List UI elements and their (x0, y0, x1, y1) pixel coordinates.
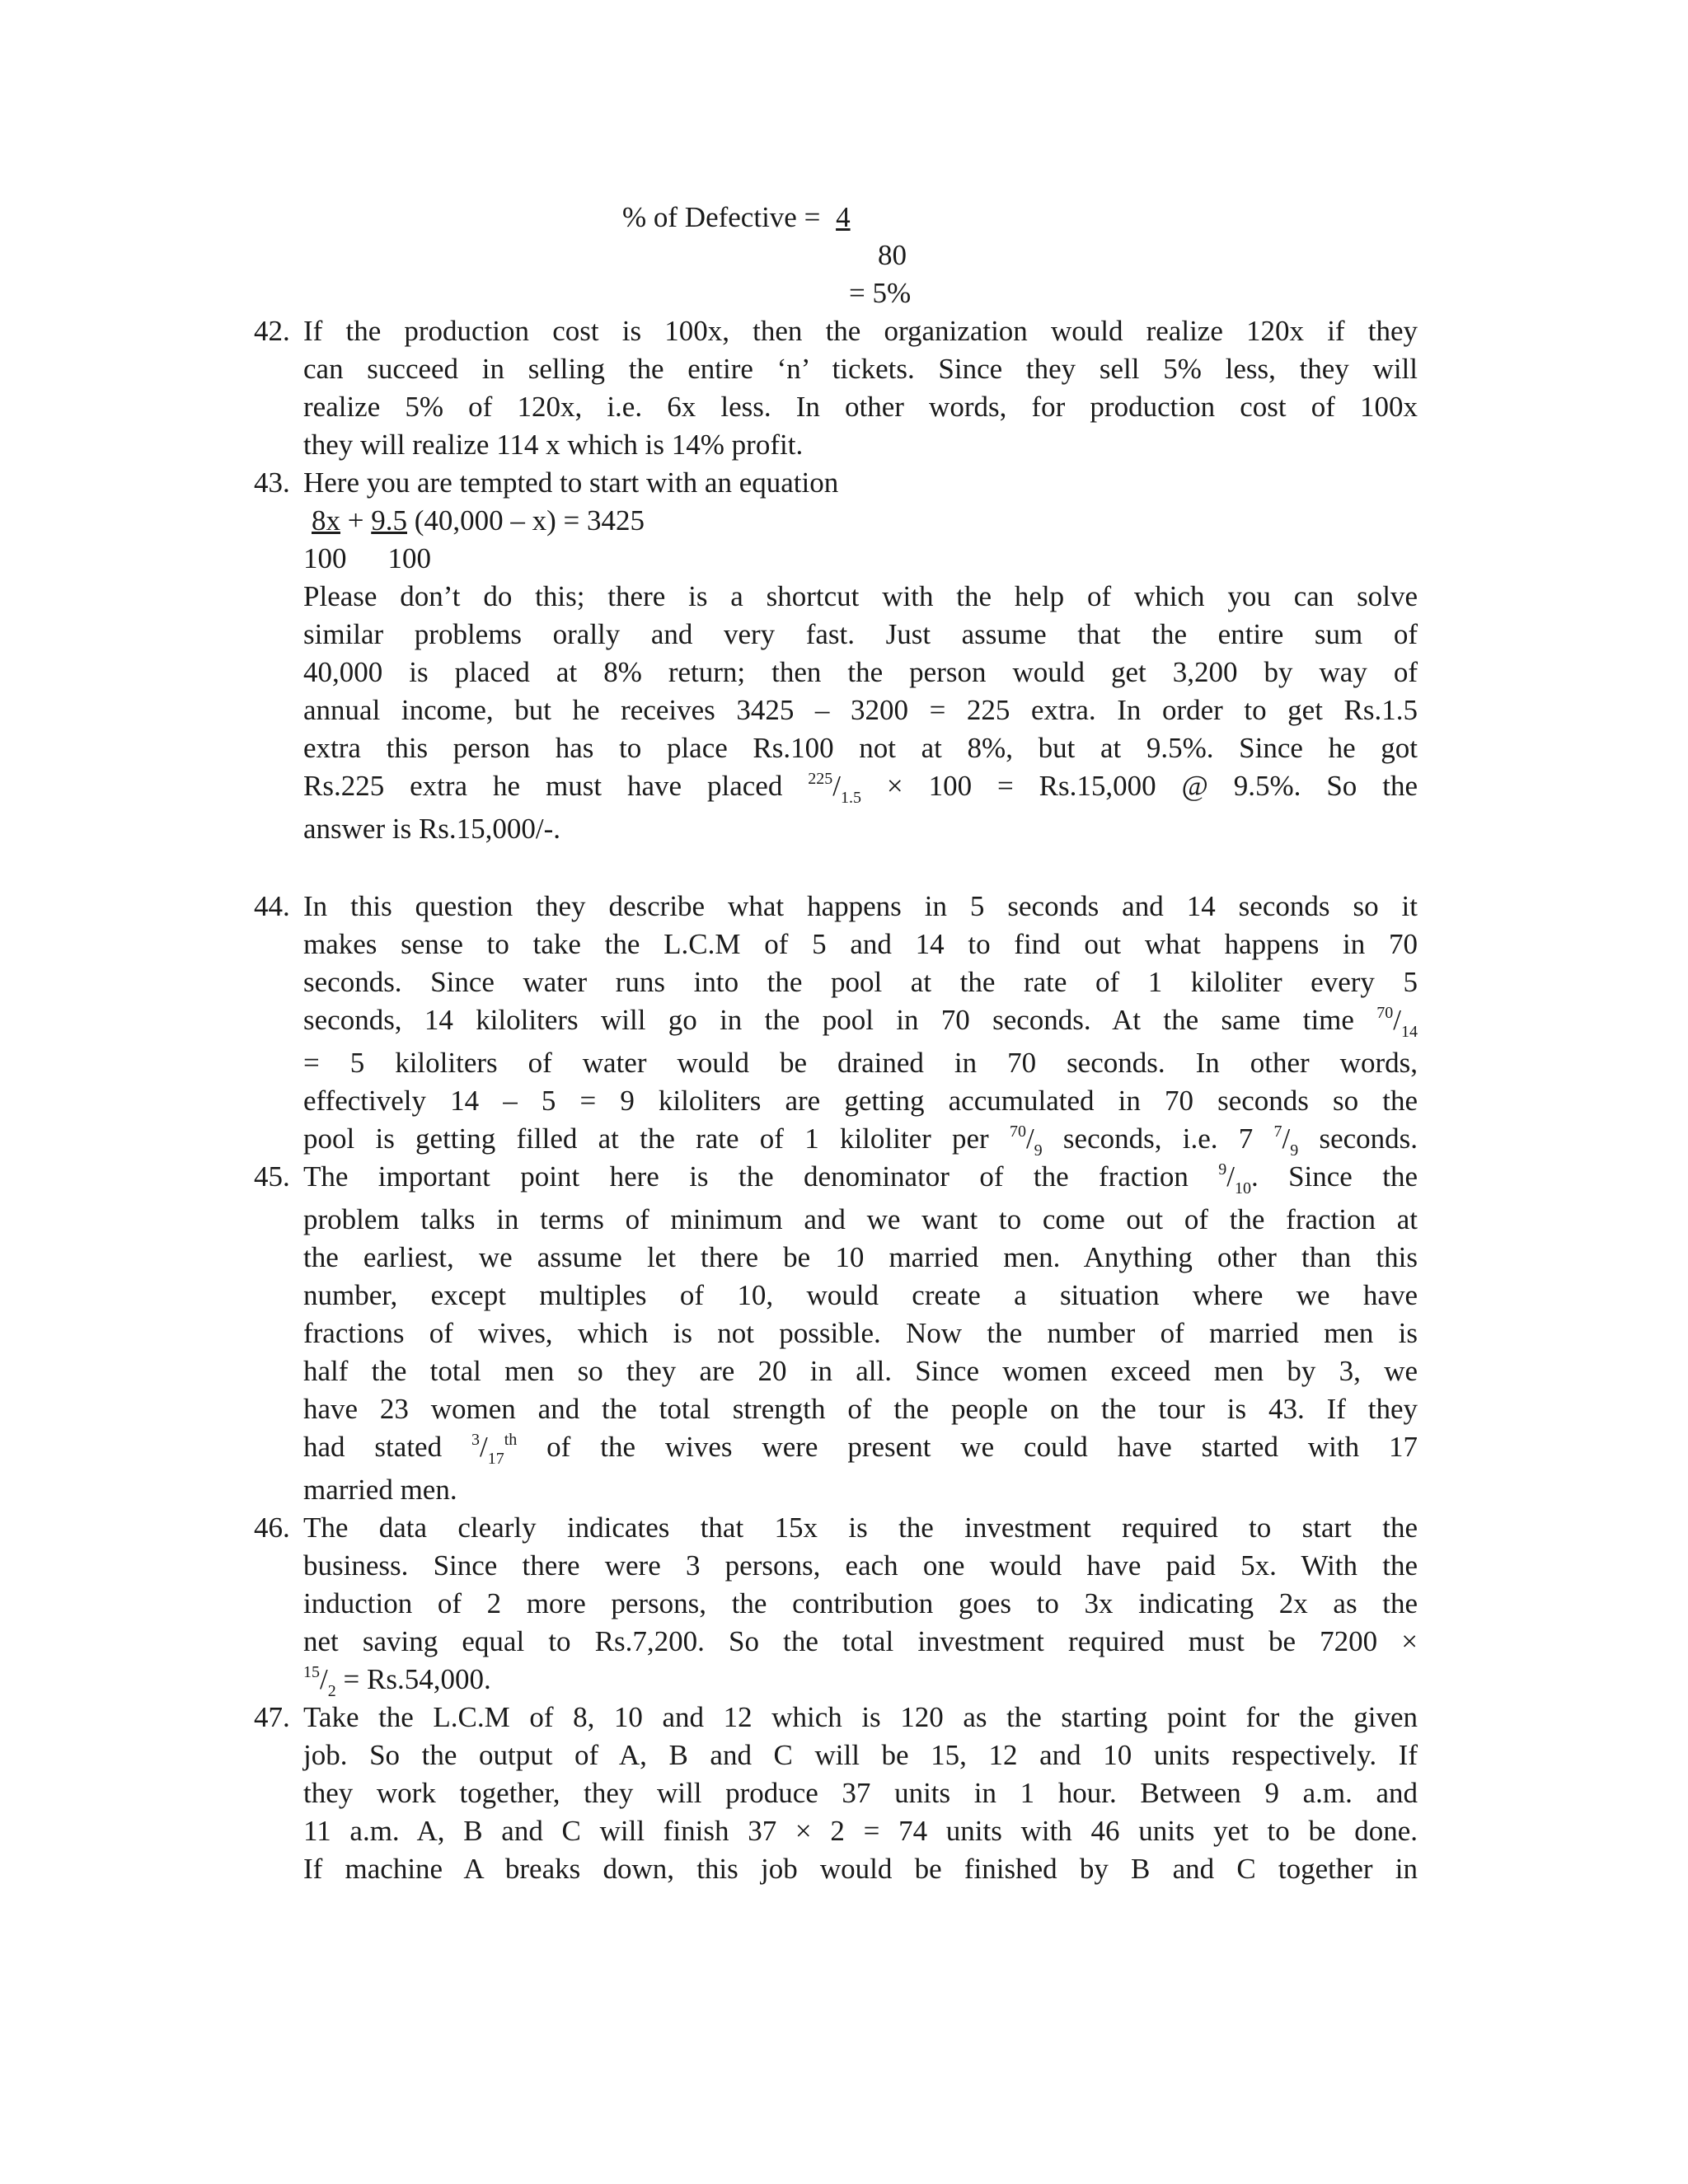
defective-numerator: 4 (836, 201, 851, 233)
q42-number: 42. (254, 315, 290, 347)
q45-fraction-numerator-2: 3 (471, 1431, 480, 1449)
q44-line-7-mid: seconds, i.e. 7 (1042, 1122, 1274, 1155)
q43-fraction-numerator: 225 (808, 770, 833, 788)
q45-fraction-numerator: 9 (1218, 1160, 1227, 1179)
q43-eq-plus: + (340, 504, 372, 537)
q43-den-a: 100 (303, 542, 347, 574)
defective-denominator: 80 (878, 239, 907, 271)
q46-line-3: induction of 2 more persons, the contribution goes to 3x indicating 2x as the (303, 1587, 1418, 1619)
q44-fraction-2-denominator: 9 (1034, 1141, 1043, 1160)
q44-number: 44. (254, 890, 290, 922)
q45-ordinal-suffix: th (504, 1431, 518, 1449)
q43-equation (244, 501, 645, 541)
q45-number: 45. (254, 1160, 290, 1193)
q42-line-1: If the production cost is 100x, then the organization would realize 120x if they (303, 315, 1418, 347)
q43-line-2: Please don’t do this; there is a shortcut with the help of which you can solve (303, 580, 1418, 612)
q43-line-3: similar problems orally and very fast. Just assume that the entire sum of (303, 618, 1418, 650)
q44-line-4-text: seconds, 14 kiloliters will go in the pool in 70 seconds. At the same time (303, 1004, 1377, 1036)
q43-line-5: annual income, but he receives 3425 – 3200 = 225 extra. In order to get Rs.1.5 (303, 694, 1418, 726)
q42-line-3: realize 5% of 120x, i.e. 6x less. In other words, for production cost of 100x (303, 391, 1418, 423)
q44-fraction-3-numerator: 7 (1273, 1122, 1282, 1141)
q43-eq-term-a: 8x (312, 504, 340, 537)
q45-line-8-text: had stated (303, 1431, 471, 1463)
q44-line-7-text: pool is getting filled at the rate of 1 kiloliter per (303, 1122, 1010, 1155)
q45-line-4: number, except multiples of 10, would create a situation where we have (303, 1279, 1418, 1311)
q43-line-7-text: Rs.225 extra he must have placed (303, 770, 809, 802)
q47-line-5: If machine A breaks down, this job would be finished by B and C together in (303, 1853, 1418, 1885)
q46-number: 46. (254, 1511, 290, 1544)
q44-line-2: makes sense to take the L.C.M of 5 and 14 to find out what happens in 70 (303, 928, 1418, 960)
q47-number: 47. (254, 1701, 290, 1733)
q44-line-6: effectively 14 – 5 = 9 kiloliters are getting accumulated in 70 seconds so the (303, 1085, 1418, 1117)
q45-line-2: problem talks in terms of minimum and we want to come out of the fraction at (303, 1203, 1418, 1235)
q46-line-2: business. Since there were 3 persons, each one would have paid 5x. With the (303, 1549, 1418, 1582)
defective-label: % of Defective = (622, 201, 828, 233)
q45-fraction-denominator-2: 17 (487, 1450, 504, 1468)
q44-line-1: In this question they describe what happens in 5 seconds and 14 seconds so it (303, 890, 1418, 922)
q44-line-7-end: seconds. (1298, 1122, 1418, 1155)
q45-line-9: married men. (303, 1474, 457, 1506)
q46-line-1: The data clearly indicates that 15x is the investment required to start the (303, 1511, 1418, 1544)
q43-line-6: extra this person has to place Rs.100 not at 8%, but at 9.5%. Since he got (303, 732, 1418, 764)
q47-line-1: Take the L.C.M of 8, 10 and 12 which is 120 as the starting point for the given (303, 1701, 1418, 1733)
q46-line-4: net saving equal to Rs.7,200. So the total investment required must be 7200 × (303, 1625, 1418, 1657)
q44-fraction-denominator: 14 (1401, 1023, 1418, 1041)
q44-line-3: seconds. Since water runs into the pool at the rate of 1 kiloliter every 5 (303, 966, 1418, 998)
q44-line-4: seconds, 14 kiloliters will go in the pool in 70 seconds. At the same time $^{70}/_{14}$ (303, 1004, 1418, 1041)
q43-eq-term-b: 9.5 (371, 504, 407, 537)
q46-fraction-denominator: 2 (327, 1682, 336, 1700)
q45-line-8-rest: of the wives were present we could have started with 17 (517, 1431, 1418, 1463)
q45-line-1: The important point here is the denominator of the fraction $^9/_{10}$. Since the (303, 1160, 1418, 1197)
q42-line-4: they will realize 114 x which is 14% profit. (303, 429, 804, 461)
q46-fraction-numerator: 15 (303, 1663, 320, 1681)
q47-line-2: job. So the output of A, B and C will be 15, 12 and 10 units respectively. If (303, 1739, 1418, 1771)
defective-result: = 5% (849, 277, 912, 309)
q45-line-7: have 23 women and the total strength of the people on the tour is 43. If they (303, 1393, 1418, 1425)
q43-fraction-denominator: 1.5 (840, 789, 861, 807)
q47-line-4: 11 a.m. A, B and C will finish 37 × 2 = 74 units with 46 units yet to be done. (303, 1815, 1418, 1847)
q45-line-3: the earliest, we assume let there be 10 married men. Anything other than this (303, 1241, 1418, 1273)
q43-den-b: 100 (387, 542, 431, 574)
q43-line-4: 40,000 is placed at 8% return; then the person would get 3,200 by way of (303, 656, 1418, 688)
q45-line-8: had stated $^3/_{17}^{th}$ of the wives were present we could have started with 17 (303, 1431, 1418, 1468)
q44-fraction-2-numerator: 70 (1009, 1122, 1026, 1141)
q45-fraction-denominator: 10 (1234, 1179, 1251, 1197)
q46-line-5: $^{15}/_2 = Rs.54,000$. (303, 1663, 491, 1700)
q45-line-1-rest: . Since the (1250, 1160, 1418, 1193)
q43-line-8: answer is Rs.15,000/-. (303, 813, 561, 845)
q43-line-1: Here you are tempted to start with an equation (303, 466, 839, 499)
q44-fraction-numerator: 70 (1376, 1004, 1394, 1022)
q45-line-1-text: The important point here is the denominator of the fraction (303, 1160, 1219, 1193)
q44-fraction-3-denominator: 9 (1290, 1141, 1299, 1160)
q43-denominators (303, 539, 431, 579)
q43-eq-rest: (40,000 – x) = 3425 (407, 504, 645, 537)
q42-line-2: can succeed in selling the entire ‘n’ tickets. Since they sell 5% less, they will (303, 353, 1418, 385)
q44-line-7: pool is getting filled at the rate of 1 kiloliter per $^{70}/_9$ seconds, i.e. 7 $^7/_9$ seconds. (303, 1122, 1418, 1160)
q44-line-5: = 5 kiloliters of water would be drained in 70 seconds. In other words, (303, 1047, 1418, 1079)
q46-line-5-rest: = Rs.54,000. (335, 1663, 491, 1695)
q43-line-7-rest: × 100 = Rs.15,000 @ 9.5%. So the (860, 770, 1418, 802)
q47-line-3: they work together, they will produce 37 units in 1 hour. Between 9 a.m. and (303, 1777, 1418, 1809)
q45-line-5: fractions of wives, which is not possible. Now the number of married men is (303, 1317, 1418, 1349)
q45-line-6: half the total men so they are 20 in all. Since women exceed men by 3, we (303, 1355, 1418, 1387)
defective-formula (622, 198, 854, 237)
q43-line-7: Rs.225 extra he must have placed $^{225}/_{1.5} \times 100 = Rs.15,000$ @ 9.5%. So the (303, 770, 1418, 807)
q43-number: 43. (254, 466, 290, 499)
